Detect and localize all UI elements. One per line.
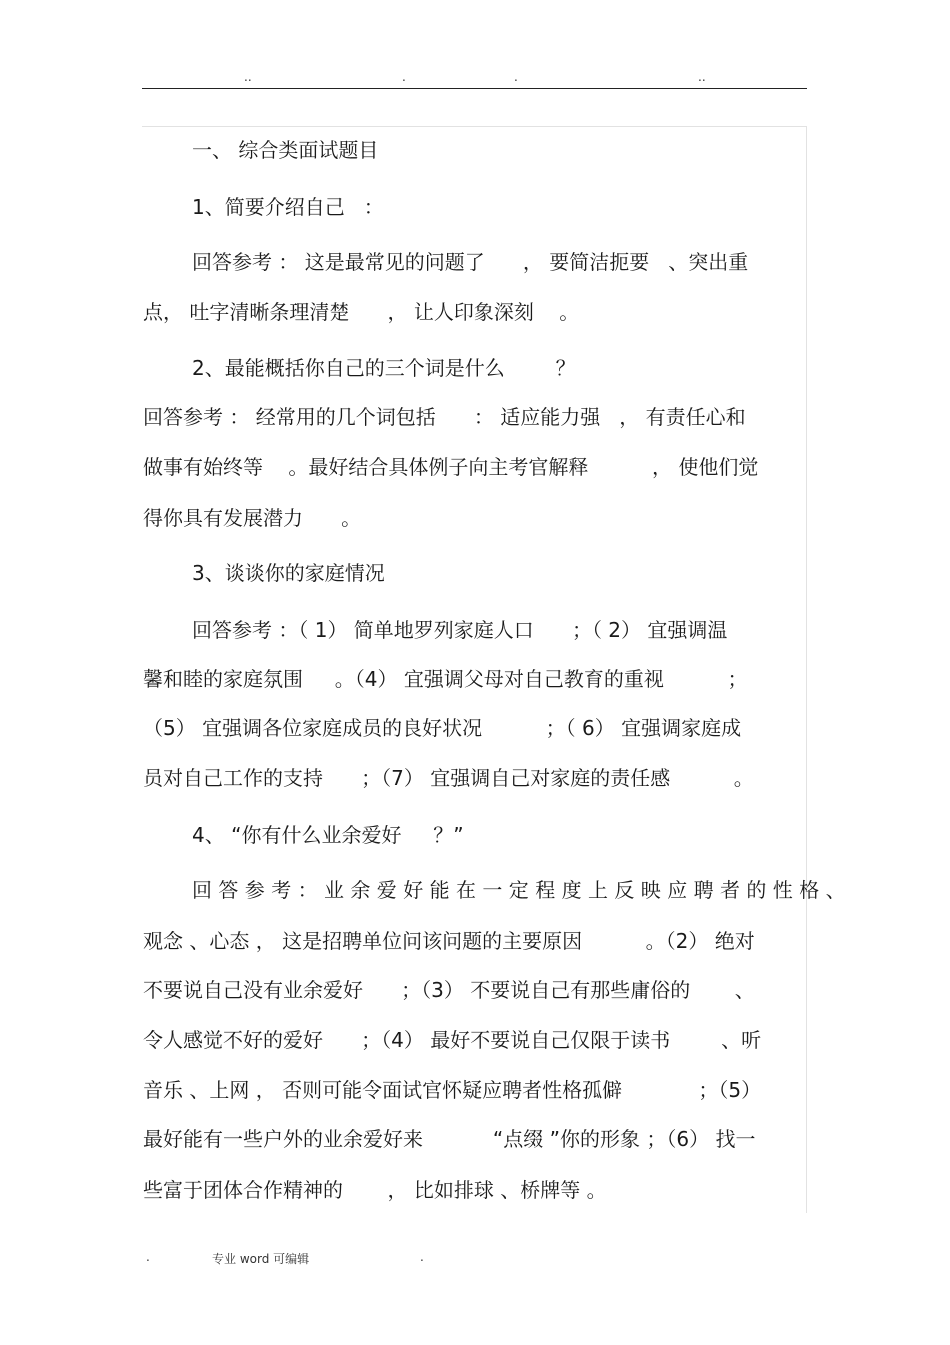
answer-2-line-1: 回答参考 ： 经常用的几个词包括 ： 适应能力强 ， 有责任心和 xyxy=(143,405,746,429)
header-dot: .. xyxy=(244,70,252,84)
answer-1-line-2: 点， 吐字清晰条理清楚 ， 让人印象深刻 。 xyxy=(143,300,580,324)
answer-2-line-2: 做事有始终等 。最好结合具体例子向主考官解释 ， 使他们觉 xyxy=(143,455,759,479)
header-divider xyxy=(142,88,807,89)
footer-label: 专业 word 可编辑 xyxy=(212,1252,310,1266)
answer-4-line-6: 最好能有一些户外的业余爱好来 “点缀 ”你的形象 ；（6） 找一 xyxy=(143,1127,756,1151)
header-dot: .. xyxy=(698,70,706,84)
question-1: 1、简要介绍自己 ： xyxy=(192,195,384,219)
answer-4-line-2: 观念 、心态 ， 这是招聘单位问该问题的主要原因 。（2） 绝对 xyxy=(143,929,755,953)
answer-3-line-3: （5） 宜强调各位家庭成员的良好状况 ；（ 6） 宜强调家庭成 xyxy=(143,716,742,740)
footer-dot: . xyxy=(146,1250,150,1264)
header-dot: . xyxy=(514,70,518,84)
answer-2-line-3: 得你具有发展潜力 。 xyxy=(143,506,362,530)
answer-3-line-4: 员对自己工作的支持 ；（7） 宜强调自己对家庭的责任感 。 xyxy=(143,766,754,790)
answer-1-line-1: 回答参考 ： 这是最常见的问题了 ， 要简洁扼要 、突出重 xyxy=(192,250,749,274)
header-dot: . xyxy=(402,70,406,84)
answer-4-line-5: 音乐 、上网 ， 否则可能令面试官怀疑应聘者性格孤僻 ；（5） xyxy=(143,1078,762,1102)
answer-4-line-4: 令人感觉不好的爱好 ；（4） 最好不要说自己仅限于读书 、听 xyxy=(143,1028,762,1052)
question-4: 4、 “你有什么业余爱好 ？” xyxy=(192,823,464,847)
section-heading: 一、 综合类面试题目 xyxy=(192,138,379,162)
question-2: 2、最能概括你自己的三个词是什么 ？ xyxy=(192,356,576,380)
answer-4-line-7: 些富于团体合作精神的 ， 比如排球 、桥牌等 。 xyxy=(143,1178,607,1202)
question-3: 3、谈谈你的家庭情况 xyxy=(192,561,385,585)
answer-3-line-2: 馨和睦的家庭氛围 。（4） 宜强调父母对自己教育的重视 ； xyxy=(143,667,748,691)
answer-4-line-1: 回答参考：业余爱好能在一定程度上反映应聘者的性格、 xyxy=(192,878,852,902)
answer-4-line-3: 不要说自己没有业余爱好 ；（3） 不要说自己有那些庸俗的 、 xyxy=(143,978,755,1002)
footer-dot: . xyxy=(420,1250,424,1264)
answer-3-line-1: 回答参考 ：（ 1） 简单地罗列家庭人口 ；（ 2） 宜强调温 xyxy=(192,618,728,642)
